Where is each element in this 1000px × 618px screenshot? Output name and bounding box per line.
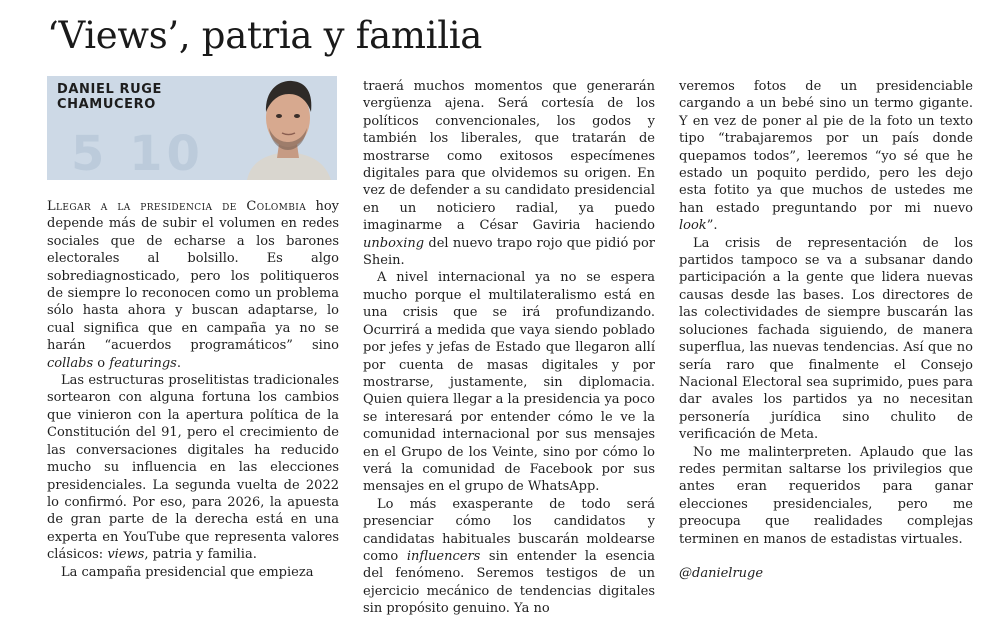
italic-text: look: [679, 218, 707, 234]
paragraph: La campaña presidencial que empieza: [61, 564, 314, 580]
text-run: Lo más exasperante de todo será presenciar cómo los candidatos y candidatas habituales buscarán moldearse como: [363, 496, 655, 564]
author-name: [57, 82, 162, 112]
text-run: del nuevo trapo rojo que pidió por Shein.: [363, 235, 655, 269]
text-run: Las estructuras proselitistas tradicionales sortearon con alguna fortuna los cambios que vinieron con la apertura política de la Constitución del 91, pero el crecimiento de las conversaciones digitales ha reducido mucho su influencia en las elecciones presidenciales. La segunda vuelta de 2022 lo confirmó. Por eso, para 2026, la apuesta de gran parte de la derecha está en una experta en YouTube que representa valores clásicos:: [47, 373, 339, 563]
paragraph: [679, 78, 973, 235]
text-run: sin entender la esencia del fenómeno. Seremos testigos de un ejercicio mecánico de tendencias digitales sin propósito genuino. Ya no: [363, 548, 655, 617]
author-name-line-1: DANIEL RUGE: [57, 82, 162, 97]
italic-text: unboxing: [363, 235, 425, 251]
paragraph: A nivel internacional ya no se espera mucho porque el multilateralismo está en una crisis que se irá profundizando. Ocurrirá a medida que vaya siendo poblado por jefes y jefas de Estado que llegaron allí por cuenta de masas digitales y por mostrarse, justamente, sin diplomacia. Quien quiera llegar a la presidencia ya poco se interesará por entender cómo le ve la comunidad internacional por sus mensajes en el Grupo de los Veinte, sino por cómo lo verá la comunidad de Facebook por sus mensajes en el grupo de WhatsApp.: [363, 270, 655, 495]
author-box: [47, 76, 337, 180]
author-name-line-2: CHAMUCERO: [57, 97, 156, 112]
article-column-3: [679, 78, 973, 582]
author-portrait: [239, 76, 337, 180]
lead-in: Llegar a la presidencia de Colombia: [47, 199, 307, 214]
paragraph: [47, 198, 339, 372]
article-title: ‘Views’, patria y familia: [47, 14, 483, 57]
text-run: o: [93, 355, 110, 371]
article-column-2: [363, 78, 655, 618]
text-run: ”.: [706, 218, 718, 234]
paragraph: [363, 496, 655, 618]
text-run: hoy depende más de subir el volumen en redes sociales que de echarse a los barones electorales al bolsillo. Es algo sobrediagnosticado, pero los politiqueros de siempre lo reconocen como un problema sólo hasta ahora y buscan adaptarse, lo cual significa que en campaña ya no se harán “acuerdos programáticos” sino: [47, 199, 339, 354]
text-run: veremos fotos de un presidenciable cargando a un bebé sino un termo gigante. Y en vez de poner al pie de la foto un texto tipo “trabajaremos por un país donde quepamos todos”, leeremos “yo sé que he estado un poquito perdido, pero les dejo esta fotito ya que muchos de ustedes me han estado preguntando por mi nuevo: [679, 79, 973, 216]
italic-text: views: [107, 547, 145, 563]
article-column-1: [47, 198, 339, 581]
author-signature: @danielruge: [679, 565, 764, 581]
italic-text: featurings: [109, 355, 177, 371]
paragraph: [363, 78, 655, 269]
author-box-background-text: 5 10: [71, 126, 204, 180]
paragraph: No me malinterpreten. Aplaudo que las redes permitan saltarse los privilegios que antes eran requeridos para ganar elecciones presidenciales, pero me preocupa que realidades complejas terminen en manos de estadistas virtuales.: [679, 444, 973, 547]
italic-text: collabs: [47, 355, 94, 371]
text-run: , patria y familia.: [144, 547, 257, 563]
text-run: traerá muchos momentos que generarán vergüenza ajena. Será cortesía de los políticos convencionales, los godos y también los liberales, que tratarán de mostrarse como exitosos especímenes digitales para que olvidemos su origen. En vez de defender a su candidato presidencial en un noticiero radial, ya puedo imaginarme a César Gaviria haciendo: [363, 79, 655, 234]
text-run: .: [176, 355, 181, 371]
paragraph: La crisis de representación de los partidos tampoco se va a subsanar dando participación a la gente que lidera nuevas causas desde las bases. Los directores de las colectividades de siempre buscarán las soluciones fachada siguiendo, de manera superflua, las nuevas tendencias. Así que no sería raro que finalmente el Consejo Nacional Electoral sea suprimido, pues para dar avales los partidos ya no necesitan personería jurídica sino chulito de verificación de Meta.: [679, 235, 973, 443]
italic-text: influencers: [406, 548, 481, 564]
paragraph: [47, 372, 339, 563]
